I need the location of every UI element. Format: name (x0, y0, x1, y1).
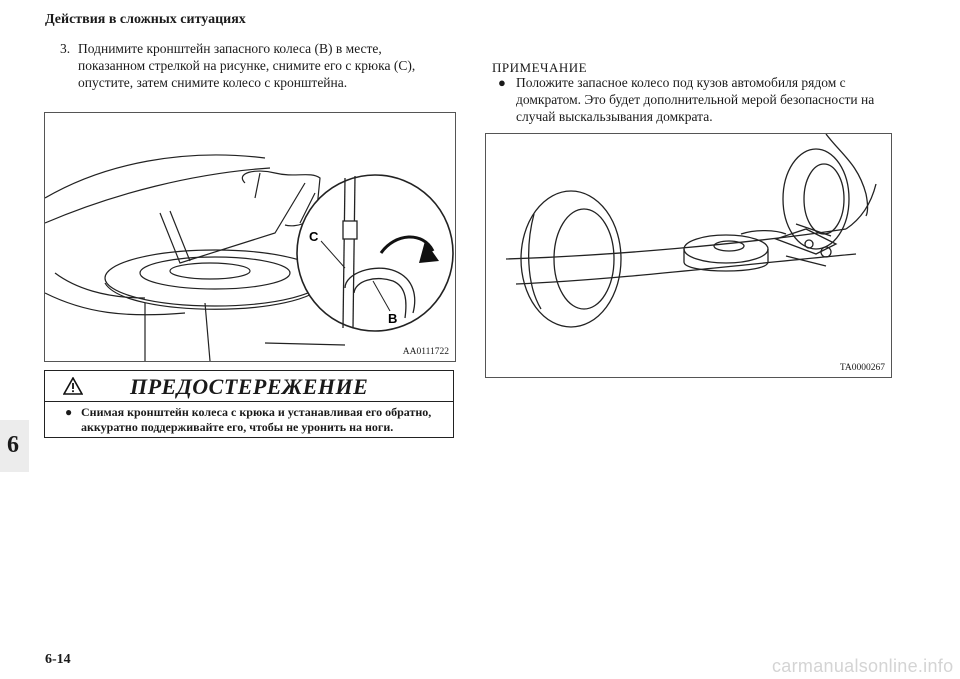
step-3 (60, 40, 450, 91)
section-title: Действия в сложных ситуациях (45, 12, 246, 27)
warning-title: ПРЕДОСТЕРЕЖЕНИЕ (130, 374, 369, 399)
label-b: B (388, 311, 398, 326)
warning-body (45, 402, 453, 435)
step-text: Поднимите кронштейн запасного колеса (B) в месте, показанном стрелкой на рисунке, снимите его с крюка (C), опустите, затем снимите колесо с кронштейна. (78, 41, 416, 90)
figure-code: TA0000267 (839, 363, 885, 373)
figure-code: AA0111722 (402, 347, 449, 357)
watermark: carmanualsonline.info (772, 656, 954, 676)
chapter-number: 6 (7, 432, 19, 458)
warning-header (45, 371, 453, 402)
warning-triangle-icon (63, 377, 83, 395)
bullet-icon: ● (498, 75, 506, 90)
note-text: Положите запасное колесо под кузов автомобиля рядом с домкратом. Это будет дополнительной мерой безопасности на случай выскальзывания домкрата. (516, 75, 875, 124)
label-c: C (309, 229, 319, 244)
figure-spare-wheel-under-car (485, 133, 892, 378)
note-body (498, 74, 888, 125)
page-number: 6-14 (45, 652, 71, 667)
wheel-illustration (486, 134, 891, 377)
figure-spare-wheel-bracket (44, 112, 456, 362)
warning-text: Снимая кронштейн колеса с крюка и устанавливая его обратно, аккуратно поддерживайте его, чтобы не уронить на ноги. (81, 405, 432, 434)
step-number: 3. (60, 41, 71, 56)
warning-box (44, 370, 454, 438)
bracket-illustration (45, 113, 455, 361)
note-title: ПРИМЕЧАНИЕ (492, 60, 588, 75)
bullet-icon: ● (65, 405, 73, 419)
